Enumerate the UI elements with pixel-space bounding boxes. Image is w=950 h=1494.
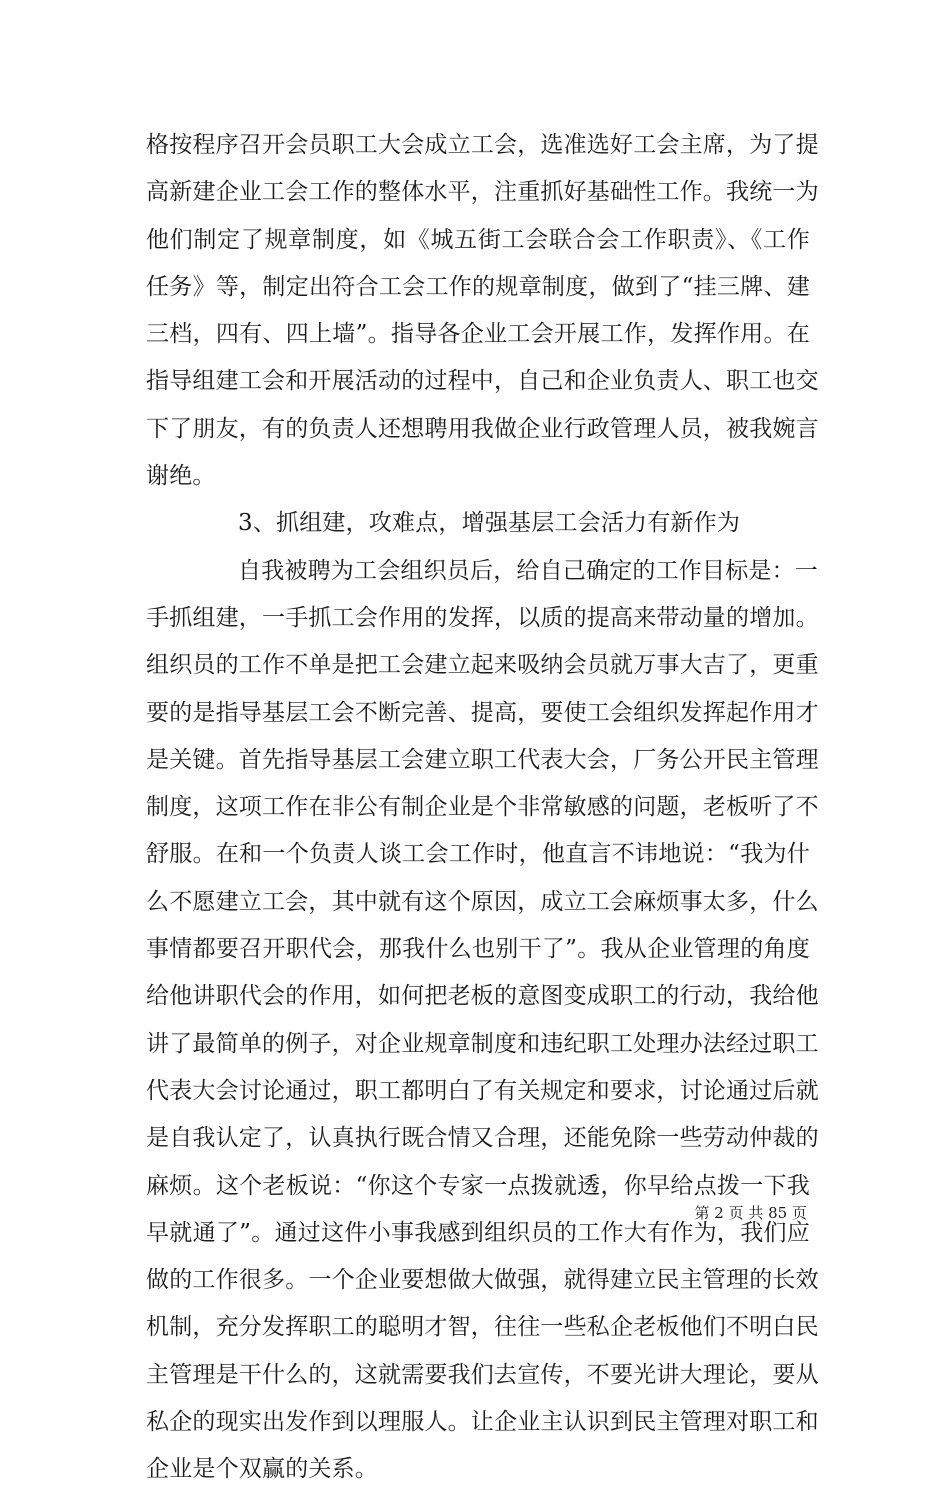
text-line: 三档，四有、四上墙”。指导各企业工会开展工作，发挥作用。在 [146, 321, 810, 348]
text-line: 代表大会讨论通过，职工都明白了有关规定和要求，讨论通过后就 [146, 1077, 819, 1104]
text-line: 高新建企业工会工作的整体水平，注重抓好基础性工作。我统一为 [146, 179, 819, 206]
text-line: 么不愿建立工会，其中就有这个原因，成立工会麻烦事太多，什么 [146, 888, 819, 915]
text-line: 组织员的工作不单是把工会建立起来吸纳会员就万事大吉了，更重 [146, 652, 819, 679]
text-line: 他们制定了规章制度，如《城五街工会联合会工作职责》、《工作 [146, 226, 810, 253]
text-line: 要的是指导基层工会不断完善、提高，要使工会组织发挥起作用才 [146, 699, 819, 726]
text-line: 事情都要召开职代会，那我什么也别干了”。我从企业管理的角度 [146, 936, 810, 963]
text-line: 主管理是干什么的，这就需要我们去宣传，不要光讲大理论，要从 [146, 1361, 819, 1388]
text-line: 麻烦。这个老板说：“你这个专家一点拨就透，你早给点拨一下我 [146, 1172, 810, 1199]
text-line: 手抓组建，一手抓工会作用的发挥，以质的提高来带动量的增加。 [146, 604, 819, 631]
text-line: 制度，这项工作在非公有制企业是个非常敏感的问题，老板听了不 [146, 794, 819, 821]
text-line: 自我被聘为工会组织员后，给自己确定的工作目标是：一 [238, 557, 818, 584]
text-line: 是关键。首先指导基层工会建立职工代表大会，厂务公开民主管理 [146, 746, 819, 773]
text-line: 格按程序召开会员职工大会成立工会，选准选好工会主席，为了提 [146, 132, 819, 158]
text-line: 任务》等，制定出符合工会工作的规章制度，做到了“挂三牌、建 [146, 273, 810, 300]
text-line: 早就通了”。通过这件小事我感到组织员的工作大有作为，我们应 [146, 1219, 810, 1246]
text-line: 企业是个双赢的关系。 [146, 1456, 378, 1483]
text-line: 讲了最简单的例子，对企业规章制度和违纪职工处理办法经过职工 [146, 1030, 819, 1057]
text-line: 给他讲职代会的作用，如何把老板的意图变成职工的行动，我给他 [146, 983, 819, 1010]
page-number: 第 2 页 共 85 页 [694, 1204, 807, 1222]
text-line: 私企的现实出发作到以理服人。让企业主认识到民主管理对职工和 [146, 1409, 819, 1436]
body-text [146, 122, 819, 1494]
text-line: 指导组建工会和开展活动的过程中，自己和企业负责人、职工也交 [146, 368, 819, 395]
text-line: 下了朋友，有的负责人还想聘用我做企业行政管理人员，被我婉言 [146, 415, 819, 442]
text-line: 谢绝。 [146, 463, 216, 490]
text-line: 舒服。在和一个负责人谈工会工作时，他直言不讳地说：“我为什 [146, 841, 810, 868]
text-line: 机制，充分发挥职工的聪明才智，往往一些私企老板他们不明白民 [146, 1314, 819, 1341]
text-line: 是自我认定了，认真执行既合情又合理，还能免除一些劳动仲裁的 [146, 1125, 819, 1152]
section-heading: 3、抓组建，攻难点，增强基层工会活力有新作为 [238, 510, 741, 537]
text-line: 做的工作很多。一个企业要想做大做强，就得建立民主管理的长效 [146, 1267, 819, 1294]
